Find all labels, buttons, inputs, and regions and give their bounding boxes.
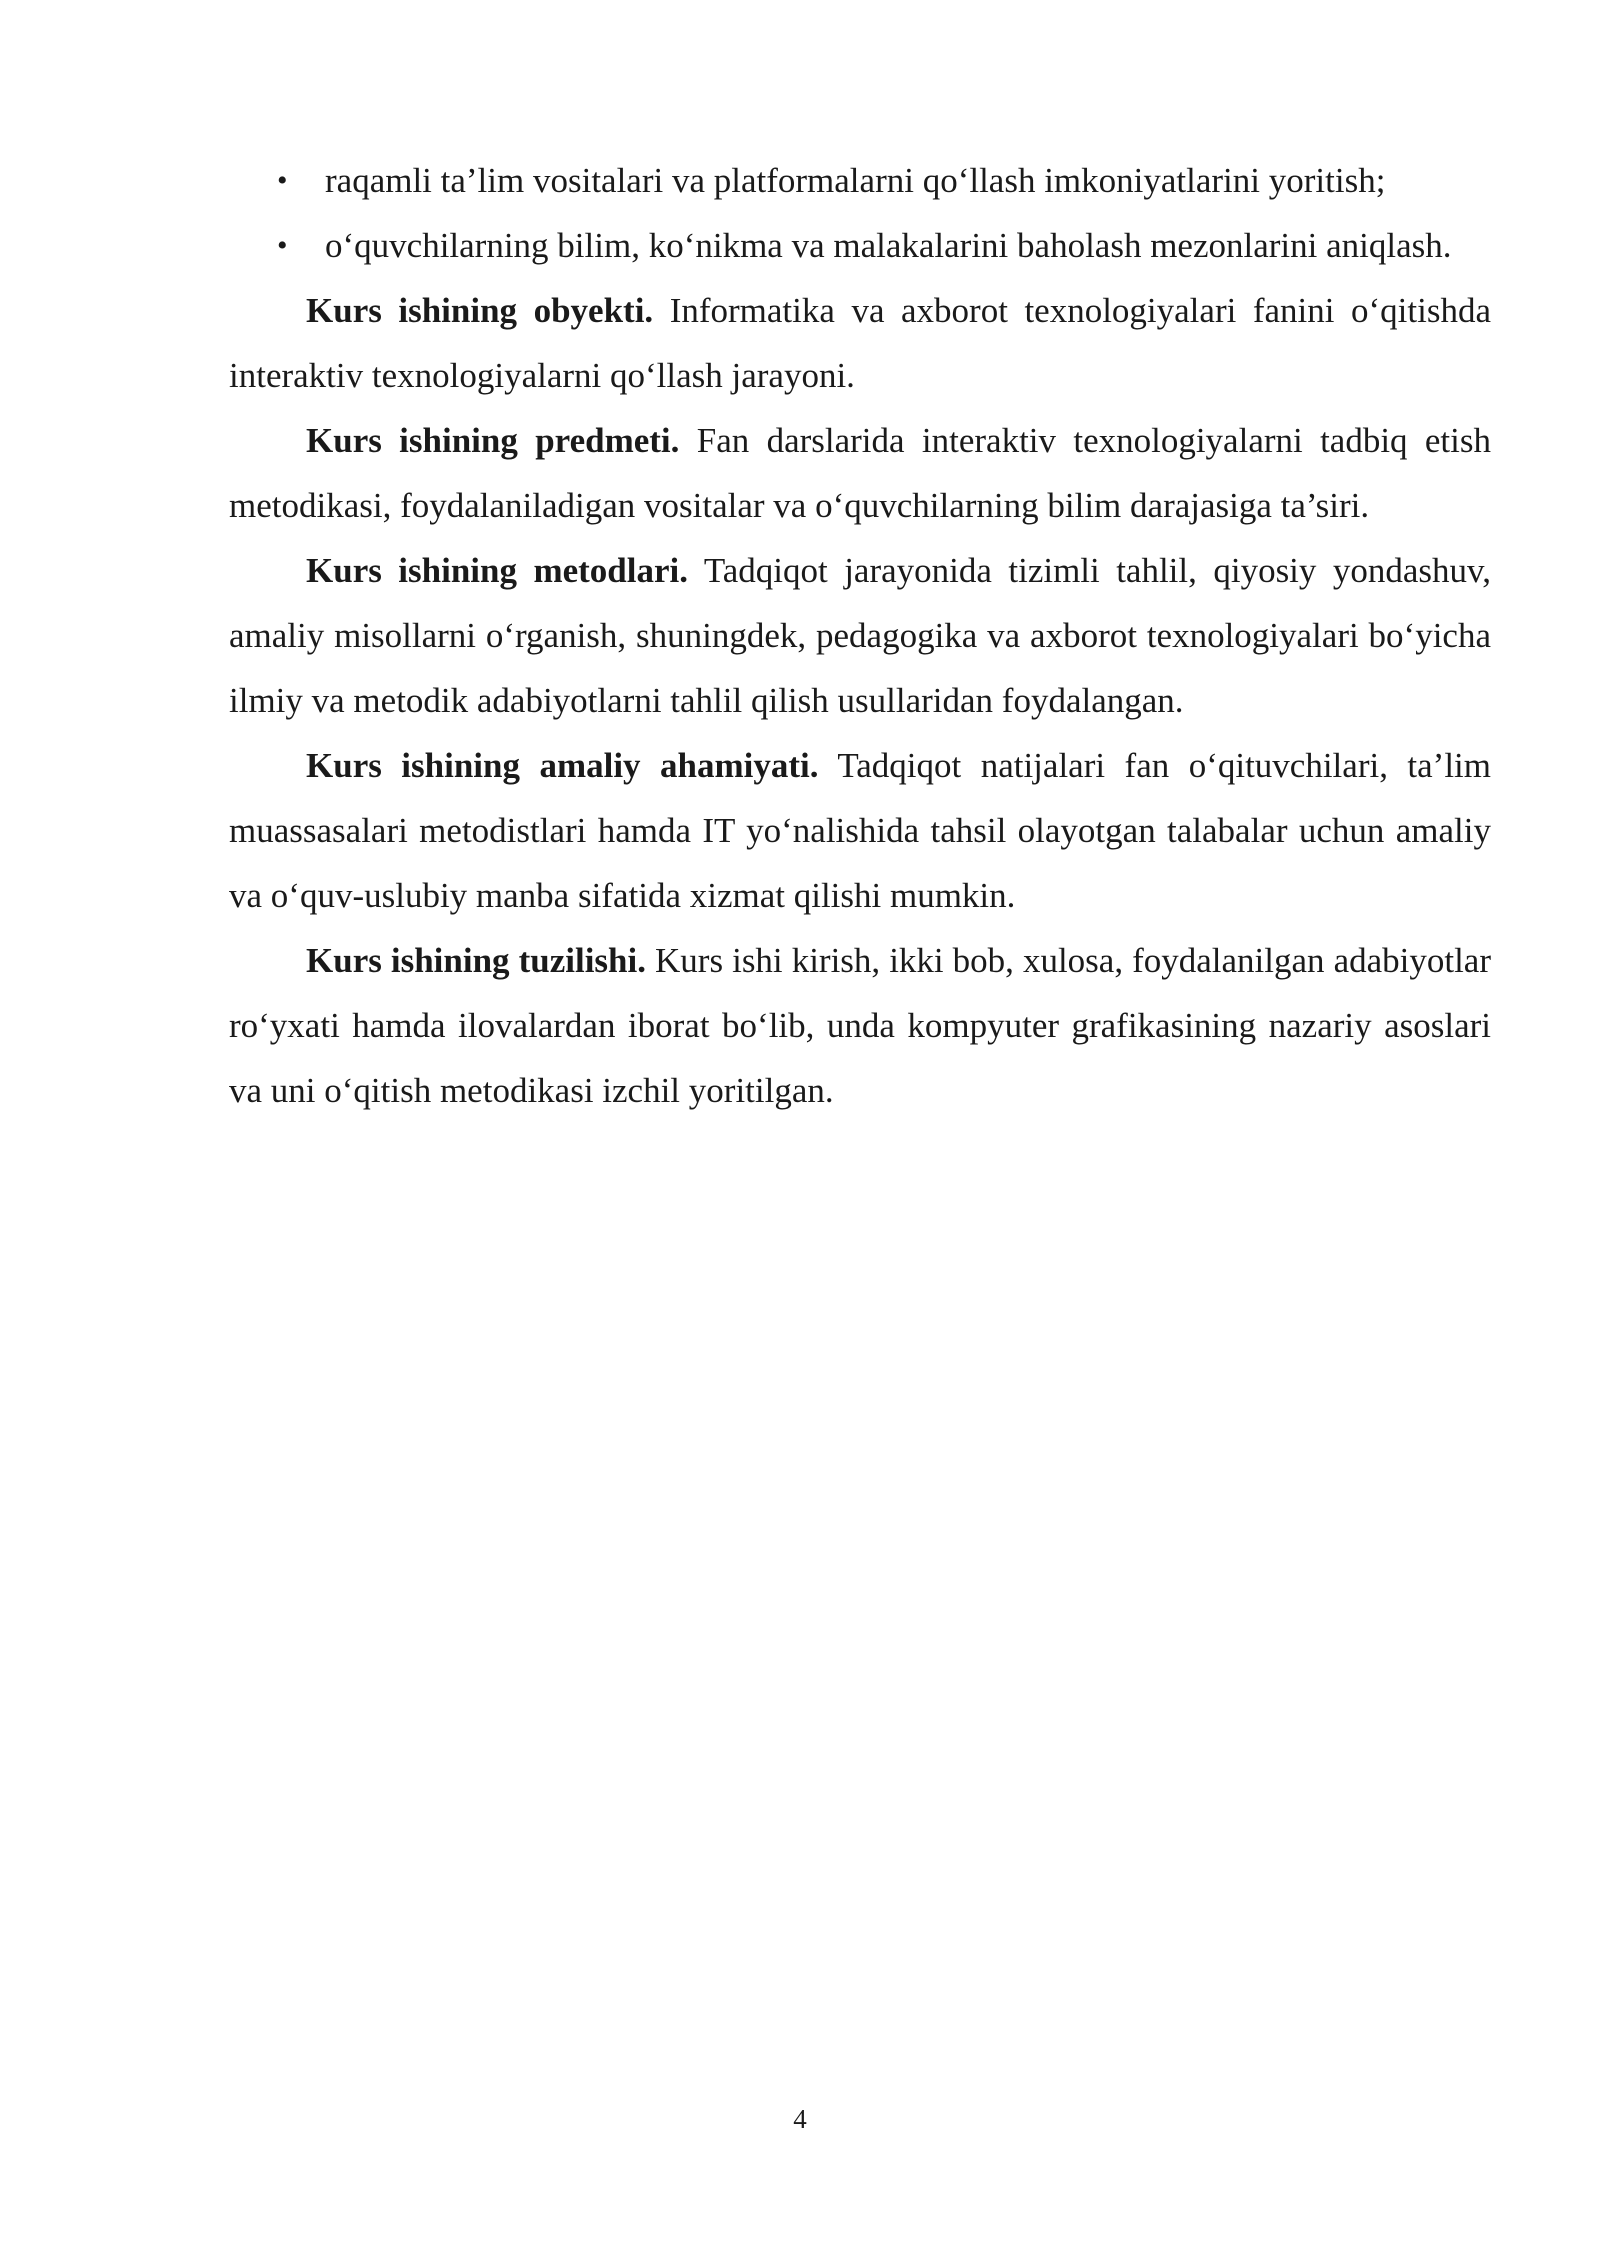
section-methods [229,538,1491,733]
document-page [229,148,1491,1123]
section-practical-value [229,733,1491,928]
list-item-text: o‘quvchilarning bilim, ko‘nikma va malakalarini baholash mezonlarini aniqlash. [325,226,1452,265]
section-heading: Kurs ishining amaliy ahamiyati. [306,746,819,785]
section-heading: Kurs ishining tuzilishi. [306,941,646,980]
section-text: Kurs ishi kirish, ikki bob, xulosa, foydalanilgan adabiyotlar ro‘yxati hamda ilovalardan iborat bo‘lib, unda kompyuter grafikasining nazariy asoslari va uni o‘qitish metodikasi izchil yoritilgan. [229,941,1491,1110]
bullet-icon: • [277,164,288,197]
section-heading: Kurs ishining metodlari. [306,551,688,590]
objectives-list [229,148,1491,278]
section-subject [229,408,1491,538]
list-item [229,148,1491,213]
section-heading: Kurs ishining predmeti. [306,421,680,460]
page-number: 4 [793,2104,807,2134]
section-object [229,278,1491,408]
section-heading: Kurs ishining obyekti. [306,291,654,330]
list-item [229,213,1491,278]
section-text: Informatika va axborot texnologiyalari fanini o‘qitishda interaktiv texnologiyalarni qo‘llash jarayoni. [229,291,1491,395]
section-structure [229,928,1491,1123]
section-text: Tadqiqot natijalari fan o‘qituvchilari, ta’lim muassasalari metodistlari hamda IT yo‘nalishida tahsil olayotgan talabalar uchun amaliy va o‘quv-uslubiy manba sifatida xizmat qilishi mumkin. [229,746,1491,915]
list-item-text: raqamli ta’lim vositalari va platformalarni qo‘llash imkoniyatlarini yoritish; [325,161,1386,200]
section-text: Fan darslarida interaktiv texnologiyalarni tadbiq etish metodikasi, foydalaniladigan vositalar va o‘quvchilarning bilim darajasiga ta’siri. [229,421,1491,525]
section-text: Tadqiqot jarayonida tizimli tahlil, qiyosiy yondashuv, amaliy misollarni o‘rganish, shuningdek, pedagogika va axborot texnologiyalari bo‘yicha ilmiy va metodik adabiyotlarni tahlil qilish usullaridan foydalangan. [229,551,1491,720]
bullet-icon: • [277,229,288,262]
